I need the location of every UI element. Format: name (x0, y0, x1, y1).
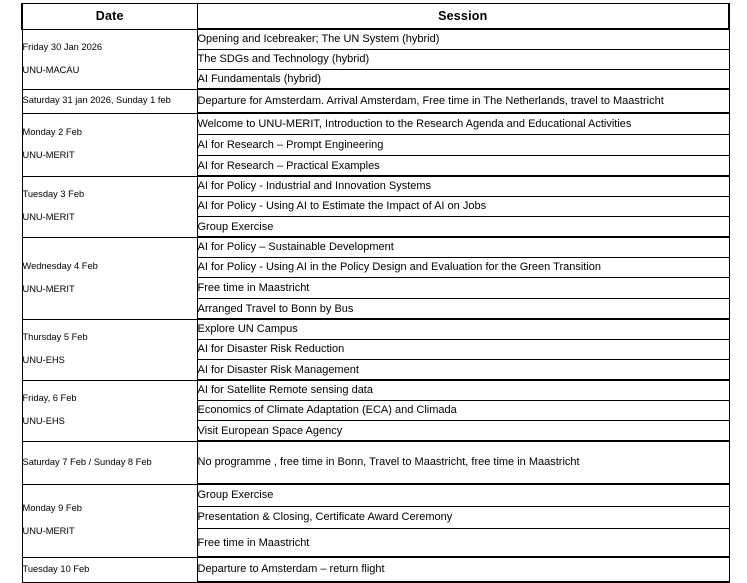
session-cell: AI Fundamentals (hybrid) (197, 70, 729, 89)
date-cell (22, 557, 197, 582)
session-cell: AI for Disaster Risk Management (197, 360, 729, 380)
session-cell: AI for Policy – Sustainable Development (197, 237, 729, 257)
table-row (22, 113, 729, 134)
date-cell (22, 113, 197, 176)
date-primary: Tuesday 10 Feb (22, 563, 90, 574)
table-row (22, 176, 729, 196)
table-body (22, 29, 729, 582)
column-header-session: Session (197, 4, 729, 30)
session-cell: Welcome to UNU-MERIT, Introduction to the Research Agenda and Educational Activities (197, 113, 729, 134)
date-location: UNU-MACAU (22, 64, 80, 75)
table-row (22, 441, 729, 484)
session-cell: The SDGs and Technology (hybrid) (197, 49, 729, 69)
date-primary: Friday, 6 Feb (22, 393, 77, 404)
table-row (22, 557, 729, 582)
date-primary: Monday 2 Feb (22, 127, 82, 138)
date-location: UNU-MERIT (22, 283, 75, 294)
table-row (22, 319, 729, 339)
date-cell (22, 176, 197, 237)
session-cell: Presentation & Closing, Certificate Award Ceremony (197, 506, 729, 528)
date-cell (22, 380, 197, 441)
table-row (22, 29, 729, 49)
table-row (22, 380, 729, 400)
date-primary: Tuesday 3 Feb (22, 189, 85, 200)
session-cell: Opening and Icebreaker; The UN System (hybrid) (197, 29, 729, 49)
date-primary: Friday 30 Jan 2026 (22, 41, 103, 52)
date-primary: Saturday 31 jan 2026, Sunday 1 feb (22, 95, 171, 106)
date-cell (22, 484, 197, 557)
session-cell: AI for Policy - Using AI to Estimate the Impact of AI on Jobs (197, 196, 729, 216)
session-cell: Departure for Amsterdam. Arrival Amsterdam, Free time in The Netherlands, travel to Maastricht (197, 89, 729, 113)
date-primary: Saturday 7 Feb / Sunday 8 Feb (22, 456, 152, 467)
session-cell: AI for Policy - Using AI in the Policy Design and Evaluation for the Green Transition (197, 257, 729, 277)
session-cell: AI for Research – Prompt Engineering (197, 134, 729, 155)
column-header-date: Date (22, 4, 197, 30)
date-cell (22, 89, 197, 113)
table-row (22, 89, 729, 113)
session-cell: Economics of Climate Adaptation (ECA) and Climada (197, 400, 729, 420)
table-row (22, 237, 729, 257)
table-header (22, 4, 729, 30)
date-primary: Thursday 5 Feb (22, 332, 88, 343)
date-location: UNU-EHS (22, 355, 65, 365)
date-cell (22, 29, 197, 89)
schedule-table (21, 3, 730, 583)
date-location: UNU-EHS (22, 416, 65, 426)
session-cell: Departure to Amsterdam – return flight (197, 557, 729, 582)
session-cell: AI for Research – Practical Examples (197, 156, 729, 176)
table-row (22, 484, 729, 506)
date-cell (22, 319, 197, 380)
session-cell: AI for Policy - Industrial and Innovation Systems (197, 176, 729, 196)
session-cell: Arranged Travel to Bonn by Bus (197, 299, 729, 319)
date-cell (22, 237, 197, 319)
session-cell: AI for Satellite Remote sensing data (197, 380, 729, 400)
session-cell: Group Exercise (197, 484, 729, 506)
session-cell: Free time in Maastricht (197, 277, 729, 298)
session-cell: Group Exercise (197, 217, 729, 237)
date-primary: Monday 9 Feb (22, 503, 82, 514)
date-primary: Wednesday 4 Feb (22, 260, 98, 271)
date-location: UNU-MERIT (22, 150, 75, 160)
session-cell: Free time in Maastricht (197, 529, 729, 557)
date-cell (22, 441, 197, 484)
session-cell: Visit European Space Agency (197, 421, 729, 441)
date-location: UNU-MERIT (22, 526, 75, 536)
session-cell: No programme , free time in Bonn, Travel to Maastricht, free time in Maastricht (197, 441, 729, 484)
session-cell: AI for Disaster Risk Reduction (197, 339, 729, 359)
header-row (22, 4, 729, 30)
session-cell: Explore UN Campus (197, 319, 729, 339)
date-location: UNU-MERIT (22, 212, 75, 222)
